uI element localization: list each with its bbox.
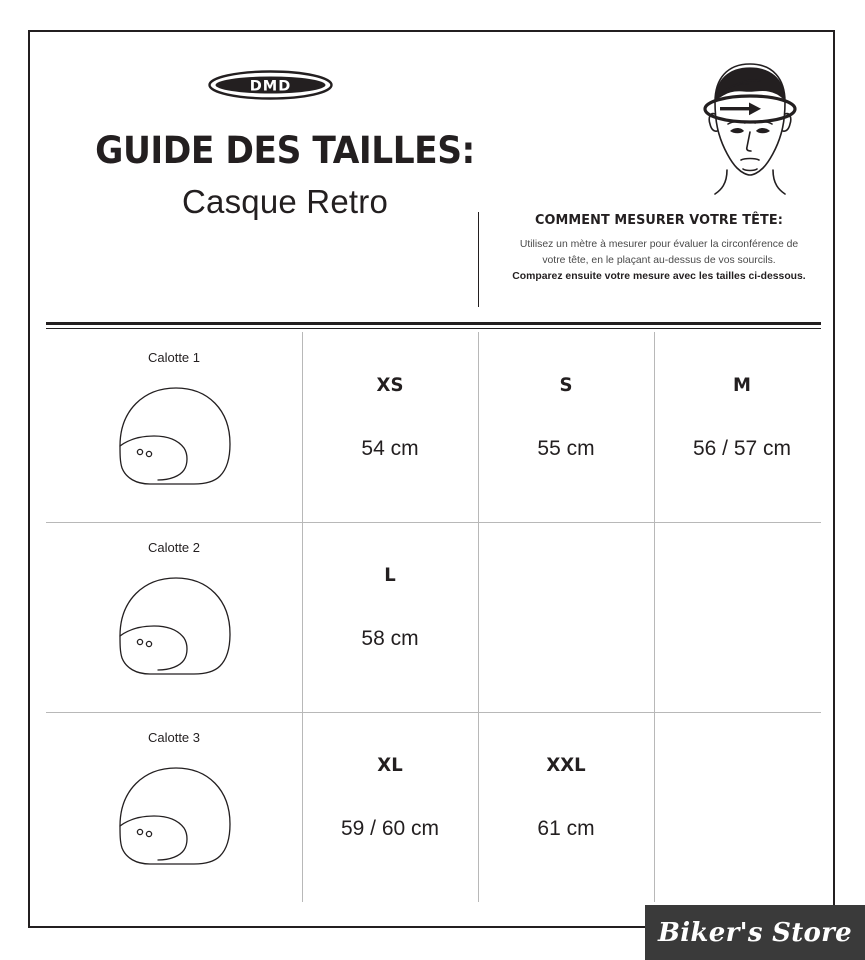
page-title: GUIDE DES TAILLES: [95, 129, 475, 172]
size-cell [654, 332, 830, 522]
watermark-badge [645, 905, 865, 960]
size-table [46, 332, 821, 902]
size-cell [302, 712, 478, 902]
title-block [70, 129, 500, 221]
size-cell [302, 332, 478, 522]
shell-label: Calotte 2 [147, 540, 201, 555]
size-value: 58 cm [361, 627, 419, 650]
head-measure-illustration [675, 52, 825, 202]
size-value: 59 / 60 cm [340, 817, 440, 840]
size-name: XXL [546, 754, 586, 776]
table-row [46, 712, 821, 902]
header-rule-thick [46, 322, 821, 325]
shell-label: Calotte 3 [147, 730, 201, 745]
page-subtitle: Casque Retro [181, 182, 388, 220]
table-row [46, 522, 821, 712]
table-row [46, 332, 821, 522]
size-value: 56 / 57 cm [692, 437, 792, 460]
header [30, 32, 833, 300]
shell-label: Calotte 1 [147, 350, 201, 365]
dmd-logo [208, 70, 333, 100]
size-cell [478, 712, 654, 902]
size-value: 61 cm [537, 817, 595, 840]
size-name: XS [376, 374, 404, 396]
size-cell [478, 332, 654, 522]
measure-text [500, 237, 818, 285]
document-frame [28, 30, 835, 928]
measure-line-1: Utilisez un mètre à mesurer pour évaluer la circonférence de [519, 239, 799, 250]
size-cell [302, 522, 478, 712]
helmet-icon [106, 564, 246, 684]
measure-instructions [500, 212, 818, 285]
helmet-icon [106, 374, 246, 494]
shell-cell [46, 332, 302, 522]
size-name: S [559, 374, 573, 396]
svg-text:DMD: DMD [249, 78, 292, 95]
size-value: 55 cm [537, 437, 595, 460]
size-cell [654, 522, 830, 712]
shell-cell [46, 712, 302, 902]
size-value: 54 cm [361, 437, 419, 460]
watermark-text: Biker's Store [657, 917, 853, 948]
size-cell [478, 522, 654, 712]
header-divider [478, 212, 479, 307]
measure-title: COMMENT MESURER VOTRE TÊTE: [535, 212, 783, 228]
size-name: L [384, 564, 396, 586]
header-rule-thin [46, 328, 821, 329]
measure-line-2: votre tête, en le plaçant au-dessus de vos sourcils. [542, 255, 776, 267]
size-cell [654, 712, 830, 902]
helmet-icon [106, 754, 246, 874]
measure-line-3: Comparez ensuite votre mesure avec les tailles ci-dessous. [512, 271, 806, 283]
shell-cell [46, 522, 302, 712]
size-name: XL [377, 754, 403, 776]
size-name: M [733, 374, 751, 396]
